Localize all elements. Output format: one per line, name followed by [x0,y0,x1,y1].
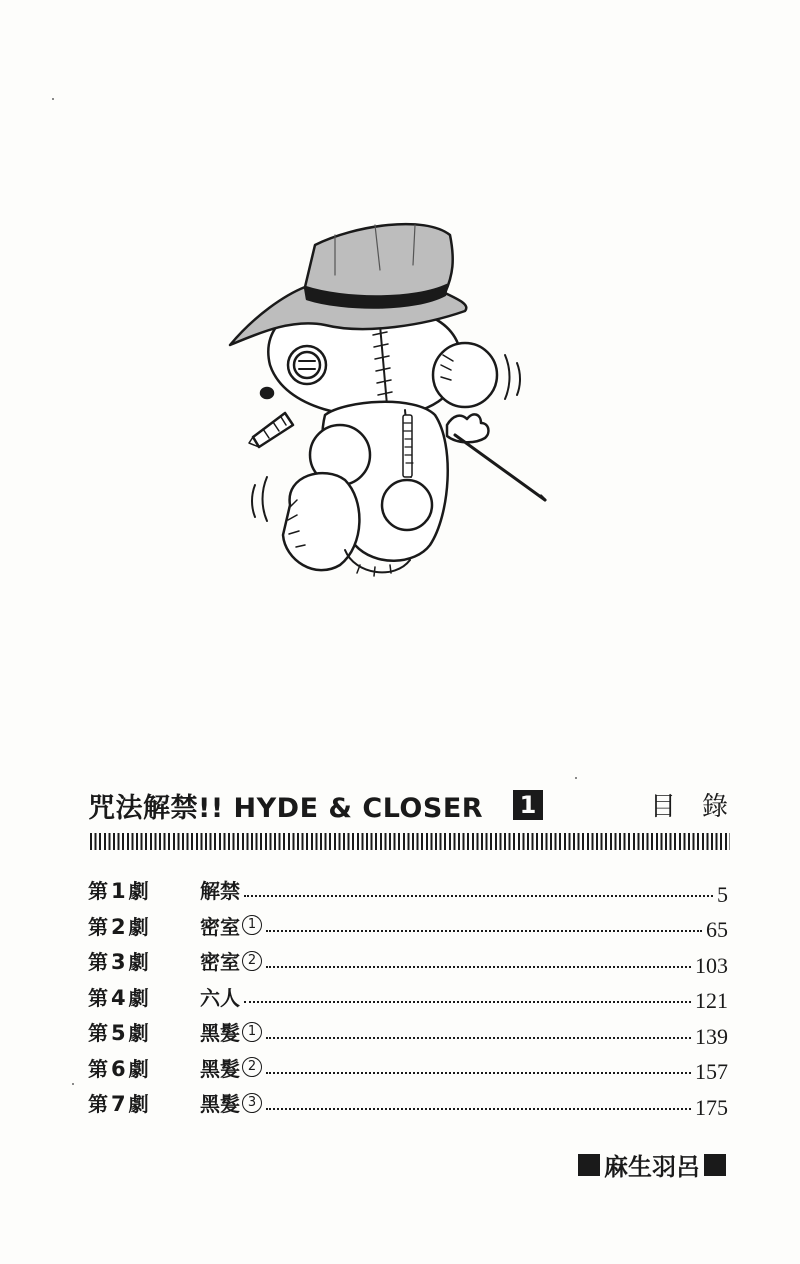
chapter-title: 黑髮 2 [200,1053,262,1082]
toc-row[interactable] [88,979,728,1015]
table-of-contents [88,872,728,1121]
dot-leader [266,1072,691,1074]
part-number-circle: 3 [242,1093,262,1113]
toc-row[interactable] [88,908,728,944]
part-number-circle: 2 [242,1057,262,1077]
scan-speck [52,98,54,100]
chapter-label: 第 5 劇 [88,1021,149,1046]
series-title: 咒法解禁!! HYDE & CLOSER [88,793,484,824]
chapter-title: 密室 1 [200,911,262,940]
chapter-title: 黑髮 3 [200,1088,262,1117]
scan-speck [575,777,577,779]
chapter-label: 第 6 劇 [88,1056,149,1081]
chapter-label: 第 4 劇 [88,985,149,1010]
chapter-label: 第 1 劇 [88,879,149,904]
dot-leader [266,1108,691,1110]
part-number-circle: 2 [242,951,262,971]
square-bullet-icon [704,1154,726,1176]
author-credit [578,1147,726,1182]
dot-leader [266,930,702,932]
page-number: 103 [695,952,728,978]
chapter-label: 第 7 劇 [88,1092,149,1117]
page-number: 65 [706,917,728,943]
teddy-bear-illustration [215,215,560,595]
chapter-title: 解禁 [200,879,240,904]
square-bullet-icon [578,1154,600,1176]
title-row [88,786,754,826]
chapter-label: 第 2 劇 [88,914,149,939]
chapter-title: 密室 2 [200,946,262,975]
scan-speck [72,1083,74,1085]
dot-leader [266,1037,691,1039]
toc-row[interactable] [88,1050,728,1086]
toc-row[interactable] [88,943,728,979]
dot-leader [266,966,691,968]
chapter-label: 第 3 劇 [88,950,149,975]
part-number-circle: 1 [242,1022,262,1042]
part-number-circle: 1 [242,915,262,935]
page-number: 5 [717,881,728,907]
page-number: 157 [695,1059,728,1085]
dot-leader [244,1001,691,1003]
chapter-title: 黑髮 1 [200,1017,262,1046]
toc-row[interactable] [88,872,728,908]
dot-leader [244,895,713,897]
page-number: 139 [695,1023,728,1049]
toc-row[interactable] [88,1085,728,1121]
volume-number-badge: 1 [513,790,543,820]
contents-heading: 目錄 [649,792,754,822]
chapter-title: 六人 [200,985,240,1010]
toc-row[interactable] [88,1014,728,1050]
author-name: 麻生羽呂 [604,1153,700,1181]
page-number: 175 [695,1094,728,1120]
page-number: 121 [695,988,728,1014]
striped-divider [90,833,730,850]
